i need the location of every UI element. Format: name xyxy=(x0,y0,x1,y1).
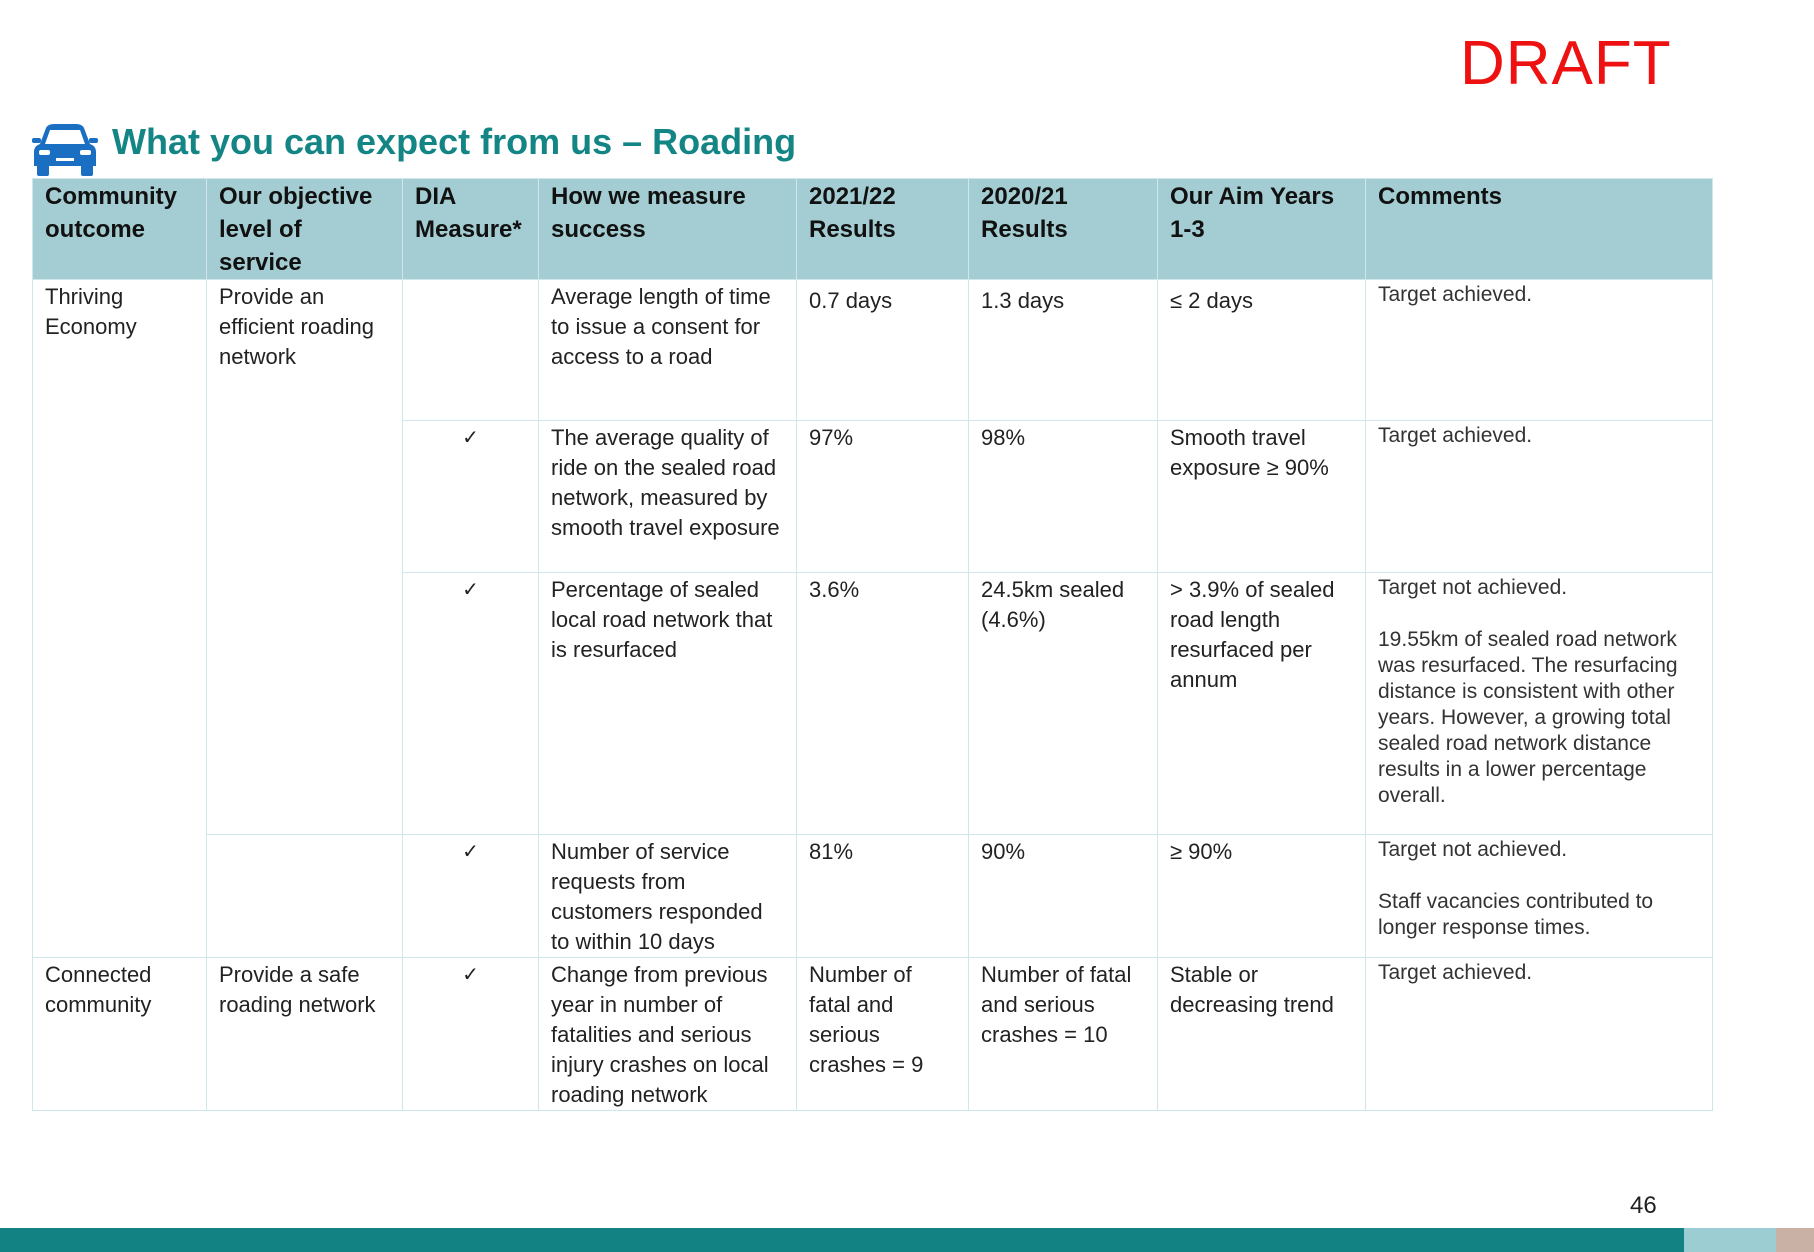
column-header-objective: Our objective level of service xyxy=(207,179,403,280)
comment-cell xyxy=(1366,421,1713,573)
footer-bar-teal xyxy=(0,1228,1684,1252)
table-header-row xyxy=(33,179,1713,280)
comment-status: Target achieved. xyxy=(1378,961,1533,984)
comment-status: Target not achieved. xyxy=(1378,576,1568,599)
comment-cell xyxy=(1366,958,1713,1111)
objective-cell xyxy=(207,835,403,958)
column-header-measure: How we measure success xyxy=(539,179,797,280)
comment-cell xyxy=(1366,280,1713,421)
column-header-results-2021-22: 2021/22 Results xyxy=(797,179,969,280)
column-header-community-outcome: Community outcome xyxy=(33,179,207,280)
result-2020-21-cell: Number of fatal and serious crashes = 10 xyxy=(969,958,1158,1111)
comment-status: Target achieved. xyxy=(1378,283,1533,306)
dia-measure-check-icon: ✓ xyxy=(403,573,539,835)
result-2021-22-cell: 0.7 days xyxy=(797,280,969,421)
page-number: 46 xyxy=(1630,1192,1657,1219)
dia-measure-check-icon: ✓ xyxy=(403,835,539,958)
measure-cell: Change from previous year in number of fatalities and serious injury crashes on local roading network xyxy=(539,958,797,1111)
aim-cell: Smooth travel exposure ≥ 90% xyxy=(1158,421,1366,573)
aim-cell: ≥ 90% xyxy=(1158,835,1366,958)
measure-cell: Percentage of sealed local road network that is resurfaced xyxy=(539,573,797,835)
result-2020-21-cell: 24.5km sealed (4.6%) xyxy=(969,573,1158,835)
result-2021-22-cell: Number of fatal and serious crashes = 9 xyxy=(797,958,969,1111)
dia-measure-check-icon: ✓ xyxy=(403,421,539,573)
result-2021-22-cell: 81% xyxy=(797,835,969,958)
result-2021-22-cell: 97% xyxy=(797,421,969,573)
page-title: What you can expect from us – Roading xyxy=(112,121,797,162)
column-header-comments: Comments xyxy=(1366,179,1713,280)
comment-status: Target not achieved. xyxy=(1378,838,1568,861)
community-outcome-cell: Connected community xyxy=(33,958,207,1111)
measure-cell: The average quality of ride on the sealed road network, measured by smooth travel exposure xyxy=(539,421,797,573)
table-row xyxy=(33,958,1713,1111)
column-header-dia-measure: DIA Measure* xyxy=(403,179,539,280)
comment-cell xyxy=(1366,835,1713,958)
result-2021-22-cell: 3.6% xyxy=(797,573,969,835)
footer-color-bar xyxy=(0,1228,1814,1252)
measure-cell: Average length of time to issue a consent for access to a road xyxy=(539,280,797,421)
comment-detail: Staff vacancies contributed to longer response times. xyxy=(1378,890,1654,939)
draft-watermark: DRAFT xyxy=(1460,29,1672,98)
column-header-aim: Our Aim Years 1-3 xyxy=(1158,179,1366,280)
comment-status: Target achieved. xyxy=(1378,424,1533,447)
footer-bar-beige xyxy=(1776,1228,1814,1252)
table-row xyxy=(33,835,1713,958)
car-icon xyxy=(30,122,100,178)
measure-cell: Number of service requests from customers responded to within 10 days xyxy=(539,835,797,958)
section-header xyxy=(30,122,796,178)
result-2020-21-cell: 98% xyxy=(969,421,1158,573)
community-outcome-cell: Thriving Economy xyxy=(33,280,207,958)
objective-cell: Provide a safe roading network xyxy=(207,958,403,1111)
result-2020-21-cell: 1.3 days xyxy=(969,280,1158,421)
column-header-results-2020-21: 2020/21 Results xyxy=(969,179,1158,280)
table-row xyxy=(33,280,1713,421)
dia-measure-cell xyxy=(403,280,539,421)
footer-bar-light-teal xyxy=(1684,1228,1776,1252)
aim-cell: Stable or decreasing trend xyxy=(1158,958,1366,1111)
comment-detail: 19.55km of sealed road network was resurfaced. The resurfacing distance is consistent with other years. However, a growing total sealed road network distance results in a lower percentage overall. xyxy=(1378,628,1678,807)
performance-measures-table xyxy=(32,178,1713,1111)
aim-cell: > 3.9% of sealed road length resurfaced per annum xyxy=(1158,573,1366,835)
aim-cell: ≤ 2 days xyxy=(1158,280,1366,421)
objective-cell: Provide an efficient roading network xyxy=(207,280,403,835)
result-2020-21-cell: 90% xyxy=(969,835,1158,958)
dia-measure-check-icon: ✓ xyxy=(403,958,539,1111)
comment-cell xyxy=(1366,573,1713,835)
